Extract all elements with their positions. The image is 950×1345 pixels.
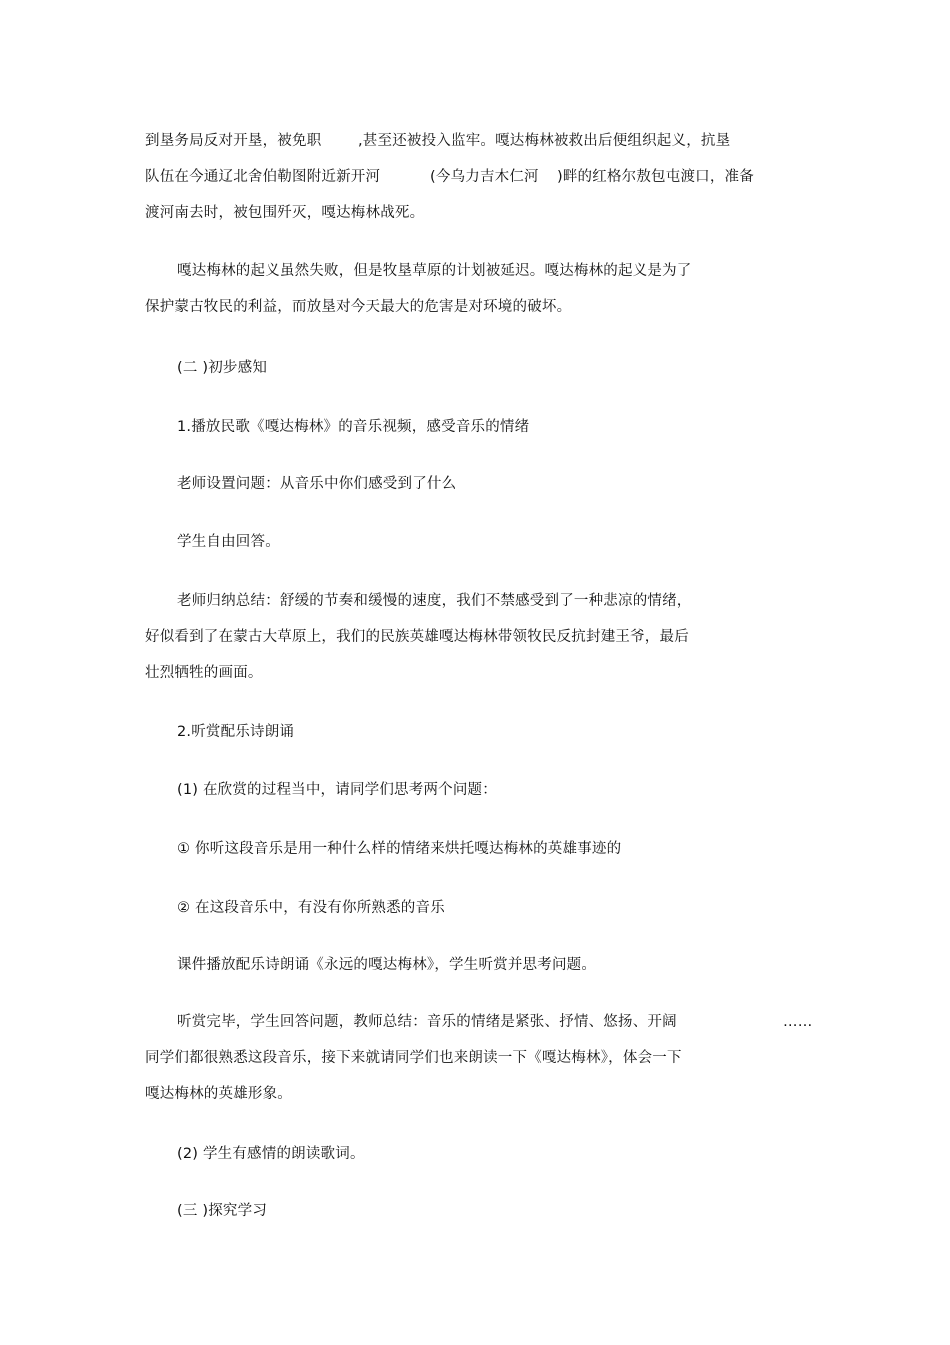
section-heading-3: (三 )探究学习 — [177, 1203, 268, 1219]
item-2: 2.听赏配乐诗朗诵 — [177, 724, 295, 740]
summary-line1: 老师归纳总结：舒缓的节奏和缓慢的速度，我们不禁感受到了一种悲凉的情绪， — [177, 593, 692, 609]
after-line1-ellipsis: …… — [783, 1014, 813, 1030]
student-answer: 学生自由回答。 — [177, 534, 280, 550]
p1-line2-b: (今乌力吉木仁河 — [430, 169, 539, 185]
item-2-2: (2) 学生有感情的朗读歌词。 — [177, 1146, 365, 1162]
p1-line2-c: )畔的红格尔敖包屯渡口，准备 — [557, 169, 754, 185]
p1-line1-a: 到垦务局反对开垦，被免职 — [145, 133, 322, 149]
after-line1: 听赏完毕，学生回答问题，教师总结：音乐的情绪是紧张、抒情、悠扬、开阔 — [177, 1014, 677, 1030]
question-2: ② 在这段音乐中，有没有你所熟悉的音乐 — [177, 900, 445, 916]
p1-line3: 渡河南去时，被包围歼灭，嘎达梅林战死。 — [145, 205, 425, 221]
summary-line2: 好似看到了在蒙古大草原上，我们的民族英雄嘎达梅林带领牧民反抗封建王爷，最后 — [145, 629, 689, 645]
courseware-line: 课件播放配乐诗朗诵《永远的嘎达梅林》，学生听赏并思考问题。 — [177, 957, 597, 973]
summary-line3: 壮烈牺牲的画面。 — [145, 665, 263, 681]
after-line3: 嘎达梅林的英雄形象。 — [145, 1086, 292, 1102]
after-line2: 同学们都很熟悉这段音乐，接下来就请同学们也来朗读一下《嘎达梅林》，体会一下 — [145, 1050, 682, 1066]
item-2-1: (1) 在欣赏的过程当中，请同学们思考两个问题： — [177, 782, 497, 798]
question-1: ① 你听这段音乐是用一种什么样的情绪来烘托嘎达梅林的英雄事迹的 — [177, 841, 622, 857]
p1-line2-a: 队伍在今通辽北舍伯勒图附近新开河 — [145, 169, 381, 185]
p2-line1: 嘎达梅林的起义虽然失败，但是牧垦草原的计划被延迟。嘎达梅林的起义是为了 — [177, 263, 692, 279]
section-heading-2: (二 )初步感知 — [177, 360, 268, 376]
p2-line2: 保护蒙古牧民的利益，而放垦对今天最大的危害是对环境的破坏。 — [145, 299, 572, 315]
p1-line1-b: ,甚至还被投入监牢。嘎达梅林被救出后便组织起义，抗垦 — [358, 133, 731, 149]
teacher-question: 老师设置问题：从音乐中你们感受到了什么 — [177, 476, 457, 492]
item-1: 1.播放民歌《嘎达梅林》的音乐视频，感受音乐的情绪 — [177, 419, 530, 435]
